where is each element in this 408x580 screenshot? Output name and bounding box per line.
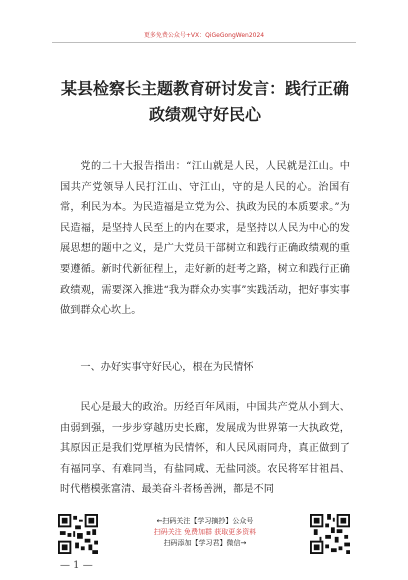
footer-text [110, 516, 300, 549]
qr-code-icon [58, 514, 98, 554]
body-paragraph [60, 157, 350, 322]
page-number: — 1 — [60, 560, 93, 571]
footer-line-wechat: 扫码添加【学习君】微信→ [163, 539, 247, 547]
qr-code-icon [310, 514, 350, 554]
section-heading-text: 一、办好实事守好民心，根在为民情怀 [80, 362, 254, 373]
paragraph-text: 民心是最大的政治。历经百年风雨，中国共产党从小到大、由弱到强，一步步穿越历史长廊，发展成为世界第一大执政党，其原因正是我们党厚植为民情怀，和人民风雨同舟，真正做到了有福同享、有难同当，有盐同咸、无盐同淡。农民将军甘祖昌、时代楷模张富清、最美奋斗者杨善洲，都是不同 [60, 402, 350, 496]
document-title: 某县检察长主题教育研讨发言：践行正确政绩观守好民心 [60, 79, 349, 124]
body-paragraph [60, 398, 350, 501]
footer-line-free: 扫码关注 免费加群 获取更多资料 [153, 528, 257, 536]
header-note: 更多免费公众号+VX：QiGeGongWen2024 [143, 32, 265, 39]
header-rule [52, 42, 356, 43]
paragraph-text: 党的二十大报告指出：“江山就是人民，人民就是江山。中国共产党领导人民打江山、守江山，守的是人民的心。治国有常，利民为本。为民造福是立党为公、执政为民的本质要求。”为民造福，是坚持人民至上的内在要求，是坚持以人民为中心的发展思想的题中之义，是广大党员干部树立和践行正确政绩观的重要遵循。新时代新征程上，走好新的赶考之路，树立和践行正确政绩观，需要深入推进“我为群众办实事”实践活动，把好事实事做到群众心坎上。 [60, 161, 350, 317]
footer-line-follow: ←扫码关注【学习摘抄】公众号 [156, 517, 254, 525]
section-heading [60, 358, 350, 379]
